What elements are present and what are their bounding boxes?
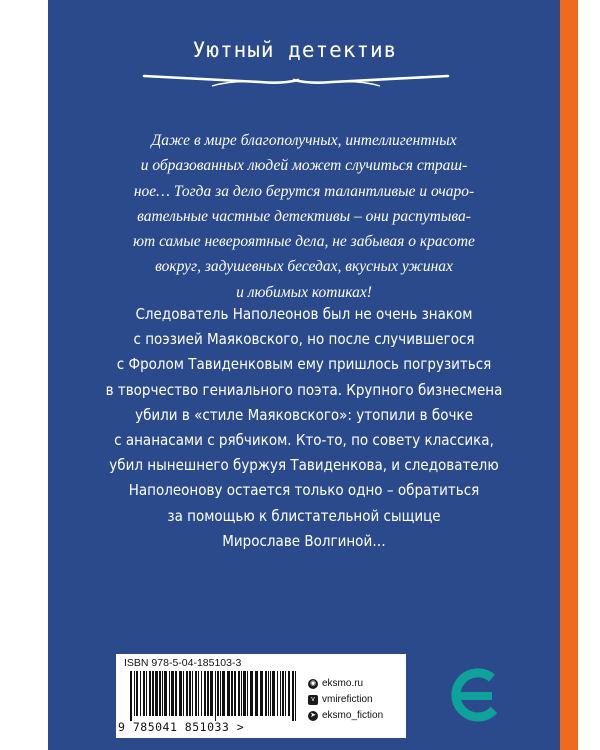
barcode-bar xyxy=(152,671,154,716)
barcode-bar xyxy=(164,671,167,716)
barcode-bar xyxy=(195,671,197,716)
isbn-label: ISBN 978-5-04-185103-3 xyxy=(124,657,242,669)
synopsis-line: с ананасами с рябчиком. Кто-то, по совету классика, xyxy=(114,431,494,450)
barcode-bar xyxy=(241,671,242,716)
barcode-bar xyxy=(204,671,206,716)
barcode-bar xyxy=(282,671,284,716)
synopsis-line: за помощью к блистательной сыщице xyxy=(167,506,441,525)
barcode-bar xyxy=(149,671,151,716)
barcode-bar xyxy=(175,671,177,716)
barcode-bar xyxy=(280,671,281,716)
telegram-icon: ➤ xyxy=(308,711,318,721)
blurb-line: и любимых котиках! xyxy=(236,283,372,301)
synopsis-line: с поэзией Маяковского, но после случившегося xyxy=(133,330,475,349)
barcode-bar xyxy=(140,671,141,716)
flourish-right-icon xyxy=(290,66,450,90)
barcode-bar xyxy=(130,671,132,721)
website-label: eksmo.ru xyxy=(322,678,364,689)
barcode-bar xyxy=(183,671,184,716)
barcode-bar xyxy=(136,671,138,716)
barcode-bar xyxy=(143,671,145,716)
barcode-bar xyxy=(285,671,286,716)
synopsis-line: Мирославе Волгиной… xyxy=(222,531,386,550)
barcode-bar xyxy=(250,671,253,716)
blurb-line: и образованных людей может случиться страш- xyxy=(140,157,468,175)
barcode-bar xyxy=(179,671,182,716)
barcode-bar xyxy=(134,671,135,716)
telegram-link[interactable] xyxy=(308,708,383,723)
barcode-bars xyxy=(130,671,298,721)
vk-link[interactable] xyxy=(308,692,383,707)
barcode-bar xyxy=(146,671,147,716)
barcode-bar xyxy=(189,671,191,716)
synopsis-line: убили в «стиле Маяковского»: утопили в бочке xyxy=(135,405,473,424)
barcode-bar xyxy=(198,671,199,716)
barcode-bar xyxy=(169,671,170,716)
barcode-bar xyxy=(210,671,213,716)
barcode-bar xyxy=(243,671,246,716)
barcode-bar xyxy=(238,671,240,716)
social-links xyxy=(308,676,383,724)
barcode-bar xyxy=(277,671,278,716)
barcode-bar xyxy=(288,671,290,716)
barcode-bar xyxy=(268,671,269,716)
barcode-bar xyxy=(265,671,267,716)
blurb-line: ют самые невероятные дела, не забывая о красоте xyxy=(133,233,475,251)
web-icon: ◉ xyxy=(309,679,317,687)
barcode-bar xyxy=(162,671,163,716)
synopsis-line: в творчество гениального поэта. Крупного бизнесмена xyxy=(105,380,503,399)
blurb-line: ное… Тогда за дело берутся талантливые и очаро- xyxy=(133,182,475,200)
website-link[interactable] xyxy=(308,676,383,691)
barcode-bar xyxy=(255,671,258,716)
barcode-bar xyxy=(192,671,193,716)
synopsis-line: с Фролом Тавиденковым ему пришлось погрузиться xyxy=(116,355,492,374)
series-title: Уютный детектив xyxy=(192,38,398,62)
barcode-bar xyxy=(155,671,158,716)
barcode-digits: 9 785041 851033 > xyxy=(118,720,245,734)
barcode-bar xyxy=(260,671,263,716)
vk-icon: v xyxy=(308,695,318,705)
barcode-bar xyxy=(171,671,174,716)
barcode-bar xyxy=(220,671,221,716)
barcode-bar xyxy=(222,671,225,716)
blurb-line: Даже в мире благополучных, интеллигентных xyxy=(151,132,457,149)
blurb-line: вокруг, задушевных беседах, вкусных ужинах xyxy=(155,258,453,276)
barcode-bar xyxy=(295,671,296,721)
book-spine xyxy=(560,0,578,750)
barcode-bar xyxy=(231,671,233,716)
synopsis-line: Следователь Наполеонов был не очень знаком xyxy=(135,305,473,323)
flourish-left-icon xyxy=(142,66,302,90)
barcode-bar xyxy=(247,671,248,716)
synopsis-text xyxy=(96,302,512,554)
barcode-bar xyxy=(292,671,294,721)
barcode-bar xyxy=(215,671,216,721)
barcode-bar xyxy=(234,671,236,716)
barcode-bar xyxy=(270,671,271,716)
eksmo-logo-icon xyxy=(448,666,500,726)
barcode-bar xyxy=(201,671,202,716)
synopsis-line: Наполеонову остается только одно – обратиться xyxy=(128,481,480,500)
blurb-text xyxy=(100,128,508,305)
barcode-panel xyxy=(116,654,406,738)
barcode-bar xyxy=(217,671,219,716)
blurb-line: вательные частные детективы – они распутыва- xyxy=(137,207,471,225)
barcode-bar xyxy=(159,671,161,716)
barcode-bar xyxy=(272,671,275,716)
barcode-bar xyxy=(207,671,209,716)
synopsis-line: убил нынешнего буржуя Тавиденкова, и следователю xyxy=(109,456,499,475)
telegram-label: eksmo_fiction xyxy=(322,710,384,721)
vk-label: vmirefiction xyxy=(322,694,373,705)
barcode-bar xyxy=(186,671,188,716)
barcode-bar xyxy=(227,671,230,716)
